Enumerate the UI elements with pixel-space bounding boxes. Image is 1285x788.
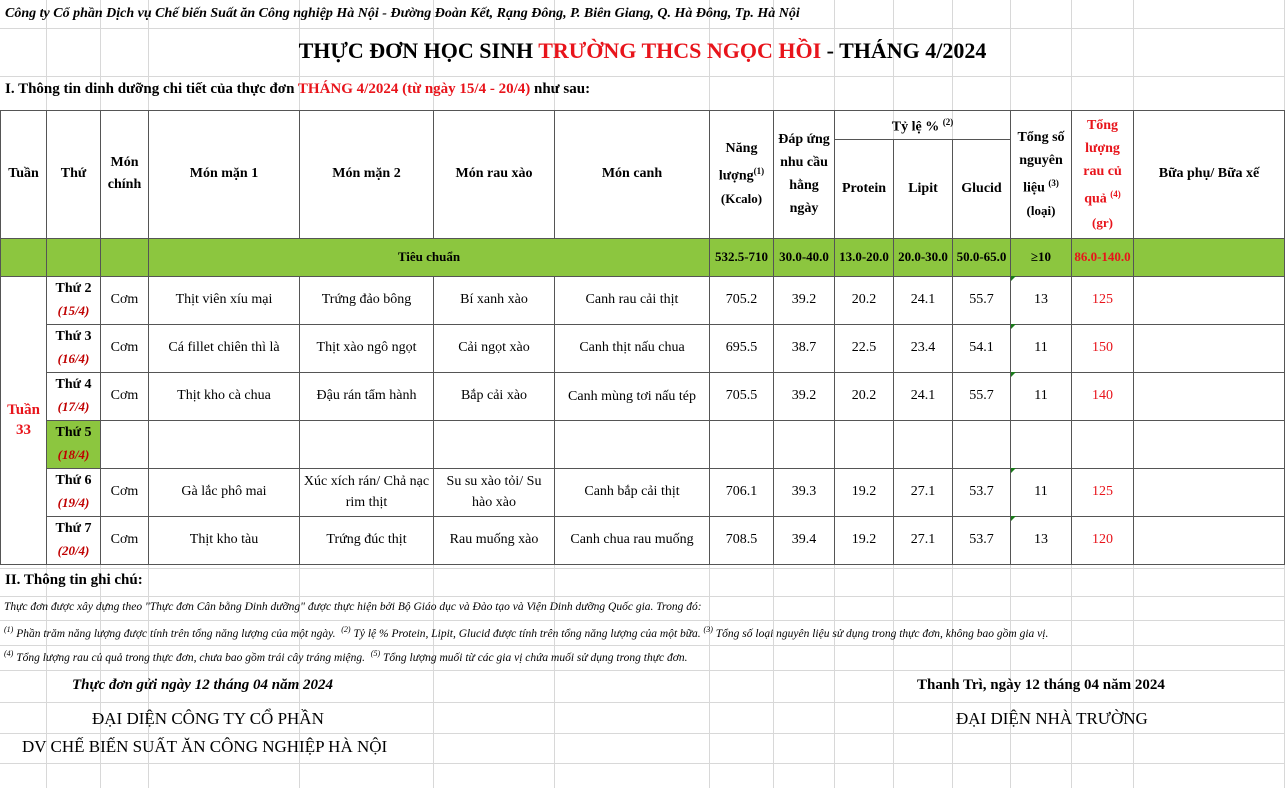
note-line-1 bbox=[4, 625, 1048, 640]
header-tong-so bbox=[1011, 111, 1072, 239]
std-cell bbox=[1, 238, 47, 276]
dap-ung-cell: 39.2 bbox=[774, 372, 835, 420]
tong-so-cell bbox=[1011, 420, 1072, 468]
note-line-2 bbox=[4, 649, 687, 664]
bua-phu-cell bbox=[1134, 324, 1285, 372]
nang-luong-cell: 708.5 bbox=[710, 516, 774, 564]
tong-rau-cell bbox=[1072, 420, 1134, 468]
tong-rau-cell: 140 bbox=[1072, 372, 1134, 420]
section-1-highlight: THÁNG 4/2024 (từ ngày 15/4 - 20/4) bbox=[297, 81, 531, 97]
lipit-cell: 27.1 bbox=[894, 468, 953, 516]
dap-ung-cell: 38.7 bbox=[774, 324, 835, 372]
tong-rau-cell: 125 bbox=[1072, 468, 1134, 516]
sent-date: Thực đơn gửi ngày 12 tháng 04 năm 2024 bbox=[72, 677, 334, 693]
day-cell bbox=[47, 468, 101, 516]
header-mon-rau-xao: Món rau xào bbox=[434, 111, 555, 239]
tong-rau-cell: 125 bbox=[1072, 276, 1134, 324]
canh-cell: Canh chua rau muống bbox=[555, 516, 710, 564]
mon-chinh-cell: Cơm bbox=[101, 468, 149, 516]
rau-xao-cell: Bí xanh xào bbox=[434, 276, 555, 324]
header-lipit: Lipit bbox=[894, 139, 953, 238]
mon-man-1-cell: Thịt viên xíu mại bbox=[149, 276, 300, 324]
title-suffix: - THÁNG 4/2024 bbox=[821, 38, 987, 63]
header-tong-so-sup: (3) bbox=[1048, 177, 1059, 188]
bua-phu-cell bbox=[1134, 420, 1285, 468]
day-name: Thứ 6 bbox=[55, 473, 92, 489]
grid-line bbox=[0, 733, 1285, 734]
standard-protein: 13.0-20.0 bbox=[835, 238, 894, 276]
day-date: (18/4) bbox=[57, 447, 90, 463]
header-dap-ung: Đáp ứng nhu cầu hằng ngày bbox=[774, 111, 835, 239]
tong-so-cell: 11 bbox=[1011, 372, 1072, 420]
dap-ung-cell: 39.4 bbox=[774, 516, 835, 564]
company-address: Công ty Cổ phần Dịch vụ Chế biến Suất ăn Công nghiệp Hà Nội - Đường Đoàn Kết, Rạng Đông, P. Biên Giang, Q. Hà Đông, Tp. Hà Nội bbox=[5, 6, 800, 21]
standard-tong-so: ≥10 bbox=[1011, 238, 1072, 276]
canh-cell: Canh bắp cải thịt bbox=[555, 468, 710, 516]
note-5-sup: (5) bbox=[370, 649, 381, 658]
day-cell bbox=[47, 420, 101, 468]
mon-man-2-cell: Đậu rán tẩm hành bbox=[300, 372, 434, 420]
standard-nang-luong: 532.5-710 bbox=[710, 238, 774, 276]
header-nang-luong-unit: (Kcalo) bbox=[720, 190, 763, 206]
note-4-sup: (4) bbox=[4, 649, 14, 658]
header-tong-so-unit: (loại) bbox=[1026, 203, 1056, 219]
header-tuan: Tuần bbox=[1, 111, 47, 239]
nang-luong-cell: 695.5 bbox=[710, 324, 774, 372]
cell-comment-marker bbox=[1011, 516, 1016, 521]
week-label: Tuần 33 bbox=[1, 276, 47, 564]
header-thu: Thứ bbox=[47, 111, 101, 239]
section-1-prefix: I. Thông tin dinh dưỡng chi tiết của thực đơn bbox=[5, 81, 298, 97]
grid-line bbox=[0, 596, 1285, 597]
lipit-cell: 24.1 bbox=[894, 276, 953, 324]
school-representative: ĐẠI DIỆN NHÀ TRƯỜNG bbox=[956, 709, 1148, 728]
section-1-suffix: như sau: bbox=[530, 81, 591, 97]
cell-comment-marker bbox=[1011, 324, 1016, 329]
bua-phu-cell bbox=[1134, 516, 1285, 564]
header-mon-chinh: Món chính bbox=[101, 111, 149, 239]
note-2: Tỷ lệ % Protein, Lipit, Glucid được tính trên tổng năng lượng của một bữa. bbox=[350, 627, 701, 640]
menu-table bbox=[0, 110, 1285, 565]
day-cell bbox=[47, 324, 101, 372]
mon-chinh-cell bbox=[101, 420, 149, 468]
tong-so-cell: 13 bbox=[1011, 516, 1072, 564]
nang-luong-cell bbox=[710, 420, 774, 468]
std-cell bbox=[47, 238, 101, 276]
bua-phu-cell bbox=[1134, 468, 1285, 516]
canh-cell bbox=[555, 420, 710, 468]
page-title bbox=[0, 38, 1285, 64]
header-mon-man-1: Món mặn 1 bbox=[149, 111, 300, 239]
glucid-cell: 55.7 bbox=[953, 276, 1011, 324]
protein-cell: 20.2 bbox=[835, 276, 894, 324]
canh-cell: Canh thịt nấu chua bbox=[555, 324, 710, 372]
note-2-sup: (2) bbox=[341, 625, 351, 634]
day-date: (20/4) bbox=[57, 543, 90, 559]
standard-tong-rau: 86.0-140.0 bbox=[1072, 238, 1134, 276]
mon-man-1-cell: Cá fillet chiên thì là bbox=[149, 324, 300, 372]
company-representative-line-2: DV CHẾ BIẾN SUẤT ĂN CÔNG NGHIỆP HÀ NỘI bbox=[22, 737, 388, 756]
standard-label: Tiêu chuẩn bbox=[149, 238, 710, 276]
rau-xao-cell: Rau muống xào bbox=[434, 516, 555, 564]
protein-cell bbox=[835, 420, 894, 468]
note-intro: Thực đơn được xây dựng theo "Thực đơn Cân bằng Dinh dưỡng" được thực hiện bởi Bộ Giáo dục và Đào tạo và Viện Dinh dưỡng Quốc gia. Trong đó: bbox=[4, 601, 702, 613]
title-prefix: THỰC ĐƠN HỌC SINH bbox=[298, 38, 539, 63]
header-ty-le bbox=[835, 111, 1011, 140]
mon-chinh-cell: Cơm bbox=[101, 516, 149, 564]
cell-comment-marker bbox=[1011, 276, 1016, 281]
std-cell bbox=[1134, 238, 1285, 276]
day-date: (17/4) bbox=[57, 399, 90, 415]
cell-comment-marker bbox=[1011, 468, 1016, 473]
day-date: (15/4) bbox=[57, 303, 90, 319]
day-name: Thứ 2 bbox=[55, 281, 92, 297]
table-row bbox=[1, 516, 1285, 564]
header-protein: Protein bbox=[835, 139, 894, 238]
protein-cell: 19.2 bbox=[835, 468, 894, 516]
header-tong-rau-unit: (gr) bbox=[1092, 214, 1113, 230]
day-name: Thứ 7 bbox=[55, 521, 92, 537]
section-2-heading: II. Thông tin ghi chú: bbox=[5, 572, 143, 588]
canh-cell: Canh rau cải thịt bbox=[555, 276, 710, 324]
grid-line bbox=[0, 702, 1285, 703]
rau-xao-cell: Bắp cải xào bbox=[434, 372, 555, 420]
grid-line bbox=[0, 645, 1285, 646]
header-nang-luong-label: Năng lượng bbox=[718, 141, 758, 184]
header-tong-rau bbox=[1072, 111, 1134, 239]
header-tong-rau-label: Tổng lượng rau củ quả bbox=[1083, 118, 1122, 207]
table-row bbox=[1, 324, 1285, 372]
glucid-cell bbox=[953, 420, 1011, 468]
table-row bbox=[1, 468, 1285, 516]
table-row bbox=[1, 372, 1285, 420]
mon-man-1-cell: Thịt kho cà chua bbox=[149, 372, 300, 420]
tong-rau-cell: 150 bbox=[1072, 324, 1134, 372]
tong-so-cell: 11 bbox=[1011, 468, 1072, 516]
day-cell bbox=[47, 276, 101, 324]
mon-man-1-cell bbox=[149, 420, 300, 468]
note-4: Tổng lượng rau củ quả trong thực đơn, chưa bao gồm trái cây tráng miệng. bbox=[13, 651, 366, 664]
day-date: (16/4) bbox=[57, 351, 90, 367]
mon-man-1-cell: Thịt kho tàu bbox=[149, 516, 300, 564]
note-1: Phần trăm năng lượng được tính trên tổng năng lượng của một ngày. bbox=[13, 627, 336, 640]
mon-chinh-cell: Cơm bbox=[101, 276, 149, 324]
grid-line bbox=[0, 620, 1285, 621]
day-cell bbox=[47, 372, 101, 420]
lipit-cell bbox=[894, 420, 953, 468]
day-name: Thứ 5 bbox=[55, 425, 92, 441]
grid-line bbox=[0, 568, 1285, 569]
grid-line bbox=[0, 76, 1285, 77]
protein-cell: 22.5 bbox=[835, 324, 894, 372]
mon-man-1-cell: Gà lắc phô mai bbox=[149, 468, 300, 516]
mon-man-2-cell: Trứng đảo bông bbox=[300, 276, 434, 324]
mon-chinh-cell: Cơm bbox=[101, 372, 149, 420]
grid-line bbox=[0, 28, 1285, 29]
glucid-cell: 53.7 bbox=[953, 468, 1011, 516]
protein-cell: 19.2 bbox=[835, 516, 894, 564]
day-date: (19/4) bbox=[57, 495, 90, 511]
glucid-cell: 55.7 bbox=[953, 372, 1011, 420]
cell-comment-marker bbox=[1011, 372, 1016, 377]
note-1-sup: (1) bbox=[4, 625, 14, 634]
table-row bbox=[1, 276, 1285, 324]
title-school: TRƯỜNG THCS NGỌC HỒI bbox=[538, 38, 822, 63]
day-name: Thứ 4 bbox=[55, 377, 92, 393]
mon-man-2-cell bbox=[300, 420, 434, 468]
place-date: Thanh Trì, ngày 12 tháng 04 năm 2024 bbox=[917, 677, 1165, 693]
standard-glucid: 50.0-65.0 bbox=[953, 238, 1011, 276]
note-3-sup: (3) bbox=[703, 625, 713, 634]
note-5: Tổng lượng muối từ các gia vị chứa muối sử dụng trong thực đơn. bbox=[380, 651, 688, 664]
company-representative-line-1: ĐẠI DIỆN CÔNG TY CỔ PHẦN bbox=[92, 709, 324, 728]
header-nang-luong bbox=[710, 111, 774, 239]
dap-ung-cell: 39.3 bbox=[774, 468, 835, 516]
standard-dap-ung: 30.0-40.0 bbox=[774, 238, 835, 276]
nang-luong-cell: 705.2 bbox=[710, 276, 774, 324]
header-nang-luong-sup: (1) bbox=[753, 166, 765, 176]
table-row bbox=[1, 420, 1285, 468]
header-ty-le-sup: (2) bbox=[942, 117, 954, 127]
header-mon-canh: Món canh bbox=[555, 111, 710, 239]
lipit-cell: 23.4 bbox=[894, 324, 953, 372]
dap-ung-cell: 39.2 bbox=[774, 276, 835, 324]
mon-man-2-cell: Thịt xào ngô ngọt bbox=[300, 324, 434, 372]
rau-xao-cell bbox=[434, 420, 555, 468]
canh-cell: Canh mùng tơi nấu tép bbox=[555, 372, 710, 420]
header-glucid: Glucid bbox=[953, 139, 1011, 238]
lipit-cell: 24.1 bbox=[894, 372, 953, 420]
header-bua-phu: Bữa phụ/ Bữa xế bbox=[1134, 111, 1285, 239]
rau-xao-cell: Cải ngọt xào bbox=[434, 324, 555, 372]
std-cell bbox=[101, 238, 149, 276]
tong-so-cell: 13 bbox=[1011, 276, 1072, 324]
tong-so-cell: 11 bbox=[1011, 324, 1072, 372]
bua-phu-cell bbox=[1134, 372, 1285, 420]
protein-cell: 20.2 bbox=[835, 372, 894, 420]
note-3: Tổng số loại nguyên liệu sử dụng trong thực đơn, không bao gồm gia vị. bbox=[712, 627, 1049, 640]
header-tong-so-label: Tổng số nguyên liệu bbox=[1017, 129, 1065, 196]
nang-luong-cell: 705.5 bbox=[710, 372, 774, 420]
rau-xao-cell: Su su xào tỏi/ Su hào xào bbox=[434, 468, 555, 516]
dap-ung-cell bbox=[774, 420, 835, 468]
mon-man-2-cell: Xúc xích rán/ Chả nạc rim thịt bbox=[300, 468, 434, 516]
grid-line bbox=[0, 670, 1285, 671]
mon-chinh-cell: Cơm bbox=[101, 324, 149, 372]
bua-phu-cell bbox=[1134, 276, 1285, 324]
mon-man-2-cell: Trứng đúc thịt bbox=[300, 516, 434, 564]
header-mon-man-2: Món mặn 2 bbox=[300, 111, 434, 239]
glucid-cell: 53.7 bbox=[953, 516, 1011, 564]
day-name: Thứ 3 bbox=[55, 329, 92, 345]
lipit-cell: 27.1 bbox=[894, 516, 953, 564]
header-ty-le-label: Tỷ lệ % bbox=[891, 119, 940, 135]
section-1-heading bbox=[5, 81, 590, 98]
header-tong-rau-sup: (4) bbox=[1110, 189, 1121, 199]
tong-rau-cell: 120 bbox=[1072, 516, 1134, 564]
nang-luong-cell: 706.1 bbox=[710, 468, 774, 516]
day-cell bbox=[47, 516, 101, 564]
standard-lipit: 20.0-30.0 bbox=[894, 238, 953, 276]
grid-line bbox=[0, 763, 1285, 764]
glucid-cell: 54.1 bbox=[953, 324, 1011, 372]
